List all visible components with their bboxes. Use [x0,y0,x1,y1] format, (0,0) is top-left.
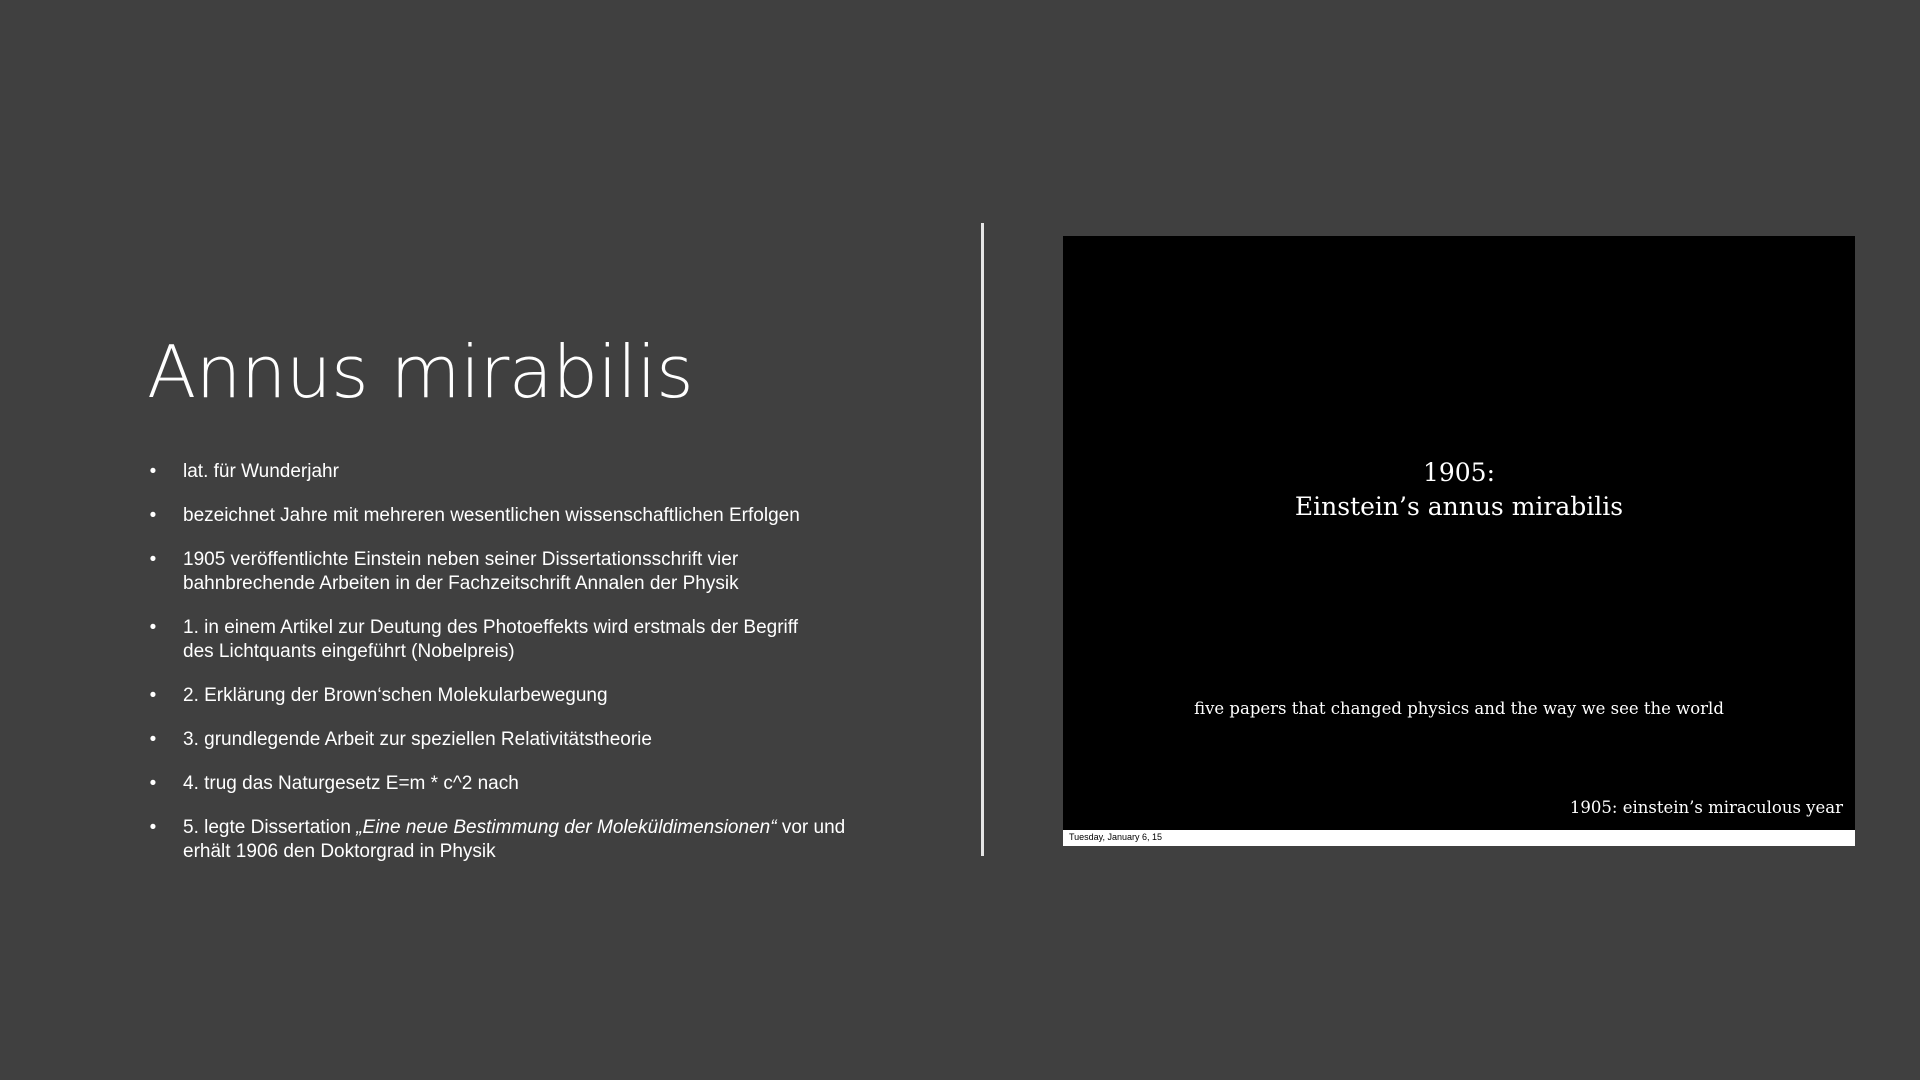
embedded-heading-title: Einstein’s annus mirabilis [1294,492,1624,521]
embedded-slide-date: Tuesday, January 6, 15 [1069,832,1163,842]
bullet-item [147,616,907,664]
bullet-dot: • [149,685,157,706]
bullet-list [147,460,907,884]
bullet-text: lat. für Wunderjahr [183,461,339,482]
vertical-divider [981,223,984,856]
embedded-heading-year: 1905: [1422,458,1496,487]
embedded-slide-heading [1063,456,1855,524]
embedded-slide-footer: 1905: einstein’s miraculous year [1569,798,1843,817]
bullet-dot: • [149,617,157,638]
bullet-dot: • [149,461,157,482]
bullet-item [147,772,907,796]
embedded-slide-image [1063,236,1855,846]
bullet-item [147,460,907,484]
dissertation-title: „Eine neue Bestimmung der Moleküldimensionen“ [356,817,777,838]
embedded-slide-date-bar [1063,830,1855,846]
bullet-text-line-2: bahnbrechende Arbeiten in der Fachzeitschrift Annalen der Physik [183,573,739,594]
bullet-item [147,548,907,596]
bullet-dot: • [149,729,157,750]
bullet-dot: • [149,549,157,570]
bullet-text: bezeichnet Jahre mit mehreren wesentlichen wissenschaftlichen Erfolgen [183,505,800,526]
bullet-text-line-1: 1. in einem Artikel zur Deutung des Photoeffekts wird erstmals der Begriff [183,617,798,638]
bullet-dot: • [149,773,157,794]
bullet-dot: • [149,817,157,838]
bullet-item [147,816,907,864]
bullet-text-line-1: 1905 veröffentlichte Einstein neben seiner Dissertationsschrift vier [183,549,739,570]
bullet-item [147,504,907,528]
bullet-item [147,684,907,708]
bullet-text-line-2: des Lichtquants eingeführt (Nobelpreis) [183,641,515,662]
bullet-item [147,728,907,752]
bullet-text: 2. Erklärung der Brown‘schen Molekularbewegung [183,685,608,706]
bullet-dot: • [149,505,157,526]
bullet-text-suffix: vor und [776,817,846,838]
bullet-text: 3. grundlegende Arbeit zur speziellen Relativitätstheorie [183,729,652,750]
bullet-text-line-2: erhält 1906 den Doktorgrad in Physik [183,841,496,862]
bullet-text-prefix: 5. legte Dissertation [183,817,357,838]
bullet-text: 4. trug das Naturgesetz E=m * c^2 nach [183,773,519,794]
slide-title: Annus mirabilis [147,330,694,414]
embedded-slide-subtitle: five papers that changed physics and the way we see the world [1194,699,1724,718]
